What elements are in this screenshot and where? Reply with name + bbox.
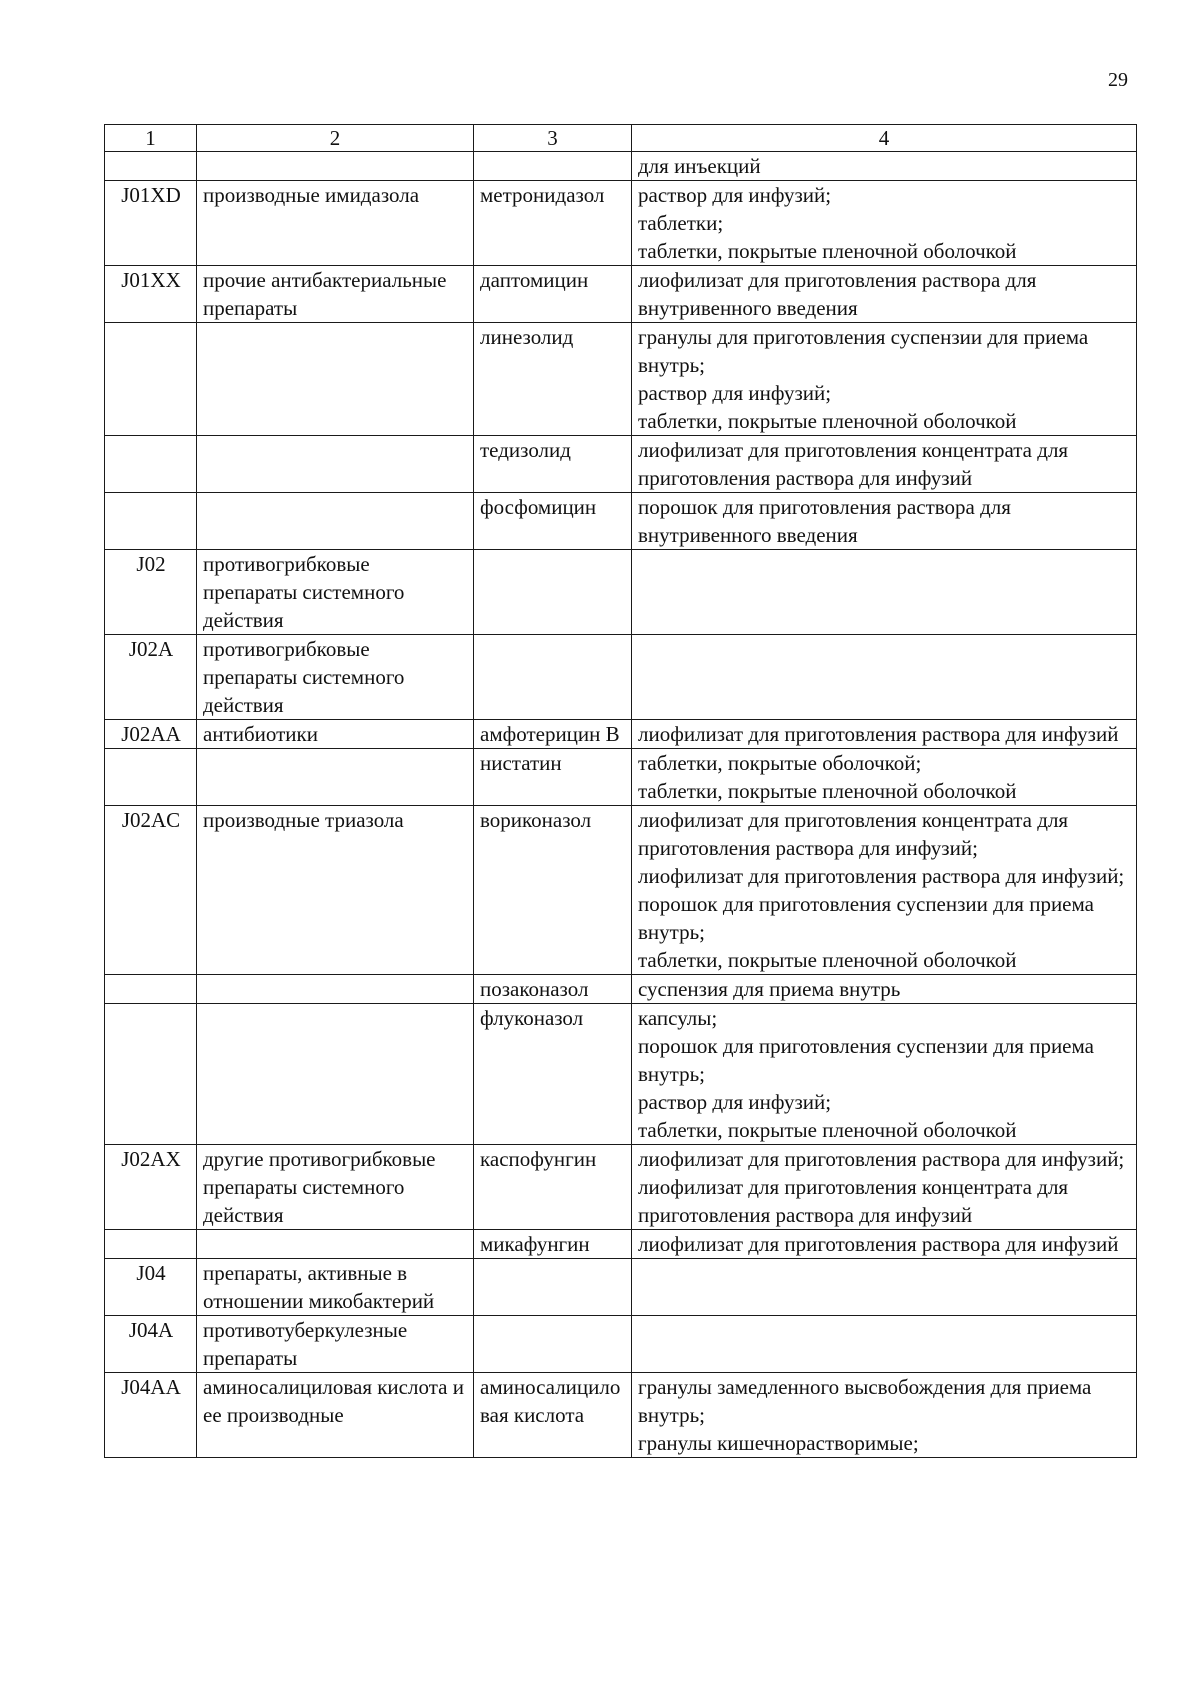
header-col-3: 3: [474, 125, 632, 152]
dosage-forms-cell: [632, 1259, 1137, 1316]
drug-name-cell: тедизолид: [474, 436, 632, 493]
table-row: [105, 1145, 1137, 1230]
atc-code-cell: [105, 493, 197, 550]
atc-code-cell: J04: [105, 1259, 197, 1316]
drug-name-cell: позаконазол: [474, 975, 632, 1004]
atc-code-cell: [105, 1230, 197, 1259]
dosage-form-line: лиофилизат для приготовления раствора для инфузий;: [638, 864, 1125, 888]
atc-code-cell: [105, 436, 197, 493]
dosage-forms-cell: [632, 1316, 1137, 1373]
group-name-cell: [197, 493, 474, 550]
dosage-forms-cell: [632, 635, 1137, 720]
drug-name-cell: каспофунгин: [474, 1145, 632, 1230]
group-name-cell: антибиотики: [197, 720, 474, 749]
table-row: [105, 1230, 1137, 1259]
header-col-2: 2: [197, 125, 474, 152]
atc-code-cell: [105, 152, 197, 181]
dosage-form-line: лиофилизат для приготовления раствора для инфузий: [638, 722, 1119, 746]
table-row: [105, 1373, 1137, 1458]
group-name-cell: [197, 975, 474, 1004]
dosage-form-line: таблетки, покрытые пленочной оболочкой: [638, 948, 1017, 972]
dosage-form-line: таблетки, покрытые оболочкой;: [638, 751, 922, 775]
dosage-form-line: лиофилизат для приготовления концентрата для приготовления раствора для инфузий: [638, 1175, 1069, 1227]
table-row: [105, 266, 1137, 323]
drug-name-cell: нистатин: [474, 749, 632, 806]
group-name-cell: [197, 323, 474, 436]
dosage-form-line: таблетки, покрытые пленочной оболочкой: [638, 779, 1017, 803]
group-name-cell: другие противогрибковые препараты системного действия: [197, 1145, 474, 1230]
drug-name-cell: [474, 1259, 632, 1316]
atc-code-cell: [105, 323, 197, 436]
dosage-forms-cell: [632, 720, 1137, 749]
table-row: [105, 550, 1137, 635]
dosage-forms-cell: [632, 1004, 1137, 1145]
table-row: [105, 323, 1137, 436]
group-name-cell: аминосалициловая кислота и ее производные: [197, 1373, 474, 1458]
table-row: [105, 493, 1137, 550]
group-name-cell: [197, 1230, 474, 1259]
page-number: 29: [1108, 69, 1128, 91]
atc-code-cell: J02A: [105, 635, 197, 720]
dosage-form-line: лиофилизат для приготовления раствора для внутривенного введения: [638, 268, 1037, 320]
table-row: [105, 152, 1137, 181]
dosage-forms-cell: [632, 266, 1137, 323]
table-body: [105, 152, 1137, 1458]
header-col-4: 4: [632, 125, 1137, 152]
dosage-form-line: раствор для инфузий;: [638, 183, 832, 207]
dosage-forms-cell: [632, 550, 1137, 635]
dosage-form-line: гранулы кишечнорастворимые;: [638, 1431, 919, 1455]
drug-name-cell: аминосалициловая кислота: [474, 1373, 632, 1458]
drug-name-cell: фосфомицин: [474, 493, 632, 550]
table-row: [105, 181, 1137, 266]
dosage-forms-cell: [632, 806, 1137, 975]
table-row: [105, 436, 1137, 493]
drug-name-cell: микафунгин: [474, 1230, 632, 1259]
drug-name-cell: [474, 635, 632, 720]
table-header-row: [105, 125, 1137, 152]
dosage-form-line: гранулы для приготовления суспензии для приема внутрь;: [638, 325, 1089, 377]
dosage-form-line: таблетки, покрытые пленочной оболочкой: [638, 1118, 1017, 1142]
dosage-form-line: лиофилизат для приготовления раствора для инфузий: [638, 1232, 1119, 1256]
table-row: [105, 1004, 1137, 1145]
dosage-forms-cell: [632, 323, 1137, 436]
atc-code-cell: J04AA: [105, 1373, 197, 1458]
group-name-cell: [197, 152, 474, 181]
atc-code-cell: [105, 1004, 197, 1145]
table-row: [105, 975, 1137, 1004]
dosage-form-line: гранулы замедленного высвобождения для приема внутрь;: [638, 1375, 1092, 1427]
drug-name-cell: амфотерицин В: [474, 720, 632, 749]
dosage-form-line: таблетки, покрытые пленочной оболочкой: [638, 239, 1017, 263]
drug-list-table: [104, 124, 1137, 1458]
table-row: [105, 749, 1137, 806]
dosage-form-line: лиофилизат для приготовления концентрата для приготовления раствора для инфузий;: [638, 808, 1069, 860]
drug-name-cell: флуконазол: [474, 1004, 632, 1145]
drug-name-cell: линезолид: [474, 323, 632, 436]
group-name-cell: прочие антибактериальные препараты: [197, 266, 474, 323]
drug-name-cell: даптомицин: [474, 266, 632, 323]
dosage-form-line: капсулы;: [638, 1006, 718, 1030]
drug-name-cell: вориконазол: [474, 806, 632, 975]
dosage-form-line: порошок для приготовления суспензии для приема внутрь;: [638, 892, 1094, 944]
group-name-cell: производные имидазола: [197, 181, 474, 266]
dosage-form-line: порошок для приготовления раствора для внутривенного введения: [638, 495, 1011, 547]
group-name-cell: противотуберкулезные препараты: [197, 1316, 474, 1373]
drug-name-cell: метронидазол: [474, 181, 632, 266]
dosage-form-line: порошок для приготовления суспензии для приема внутрь;: [638, 1034, 1094, 1086]
table-row: [105, 720, 1137, 749]
dosage-forms-cell: [632, 436, 1137, 493]
group-name-cell: производные триазола: [197, 806, 474, 975]
dosage-form-line: для инъекций: [638, 154, 761, 178]
table-row: [105, 806, 1137, 975]
table-row: [105, 635, 1137, 720]
dosage-forms-cell: [632, 493, 1137, 550]
dosage-forms-cell: [632, 1145, 1137, 1230]
atc-code-cell: J01XX: [105, 266, 197, 323]
dosage-form-line: суспензия для приема внутрь: [638, 977, 901, 1001]
group-name-cell: [197, 1004, 474, 1145]
group-name-cell: противогрибковые препараты системного действия: [197, 550, 474, 635]
dosage-form-line: лиофилизат для приготовления концентрата для приготовления раствора для инфузий: [638, 438, 1069, 490]
dosage-form-line: раствор для инфузий;: [638, 381, 832, 405]
atc-code-cell: J02AX: [105, 1145, 197, 1230]
atc-code-cell: J02AC: [105, 806, 197, 975]
group-name-cell: [197, 749, 474, 806]
group-name-cell: препараты, активные в отношении микобактерий: [197, 1259, 474, 1316]
atc-code-cell: J04A: [105, 1316, 197, 1373]
dosage-form-line: раствор для инфузий;: [638, 1090, 832, 1114]
header-col-1: 1: [105, 125, 197, 152]
dosage-forms-cell: [632, 749, 1137, 806]
dosage-forms-cell: [632, 1230, 1137, 1259]
group-name-cell: противогрибковые препараты системного действия: [197, 635, 474, 720]
dosage-form-line: таблетки, покрытые пленочной оболочкой: [638, 409, 1017, 433]
atc-code-cell: [105, 749, 197, 806]
table-row: [105, 1259, 1137, 1316]
dosage-forms-cell: [632, 181, 1137, 266]
dosage-forms-cell: [632, 152, 1137, 181]
atc-code-cell: J01XD: [105, 181, 197, 266]
dosage-form-line: таблетки;: [638, 211, 724, 235]
drug-name-cell: [474, 550, 632, 635]
dosage-form-line: лиофилизат для приготовления раствора для инфузий;: [638, 1147, 1125, 1171]
drug-name-cell: [474, 152, 632, 181]
drug-name-cell: [474, 1316, 632, 1373]
dosage-forms-cell: [632, 1373, 1137, 1458]
table-row: [105, 1316, 1137, 1373]
atc-code-cell: J02: [105, 550, 197, 635]
group-name-cell: [197, 436, 474, 493]
dosage-forms-cell: [632, 975, 1137, 1004]
atc-code-cell: [105, 975, 197, 1004]
atc-code-cell: J02AA: [105, 720, 197, 749]
